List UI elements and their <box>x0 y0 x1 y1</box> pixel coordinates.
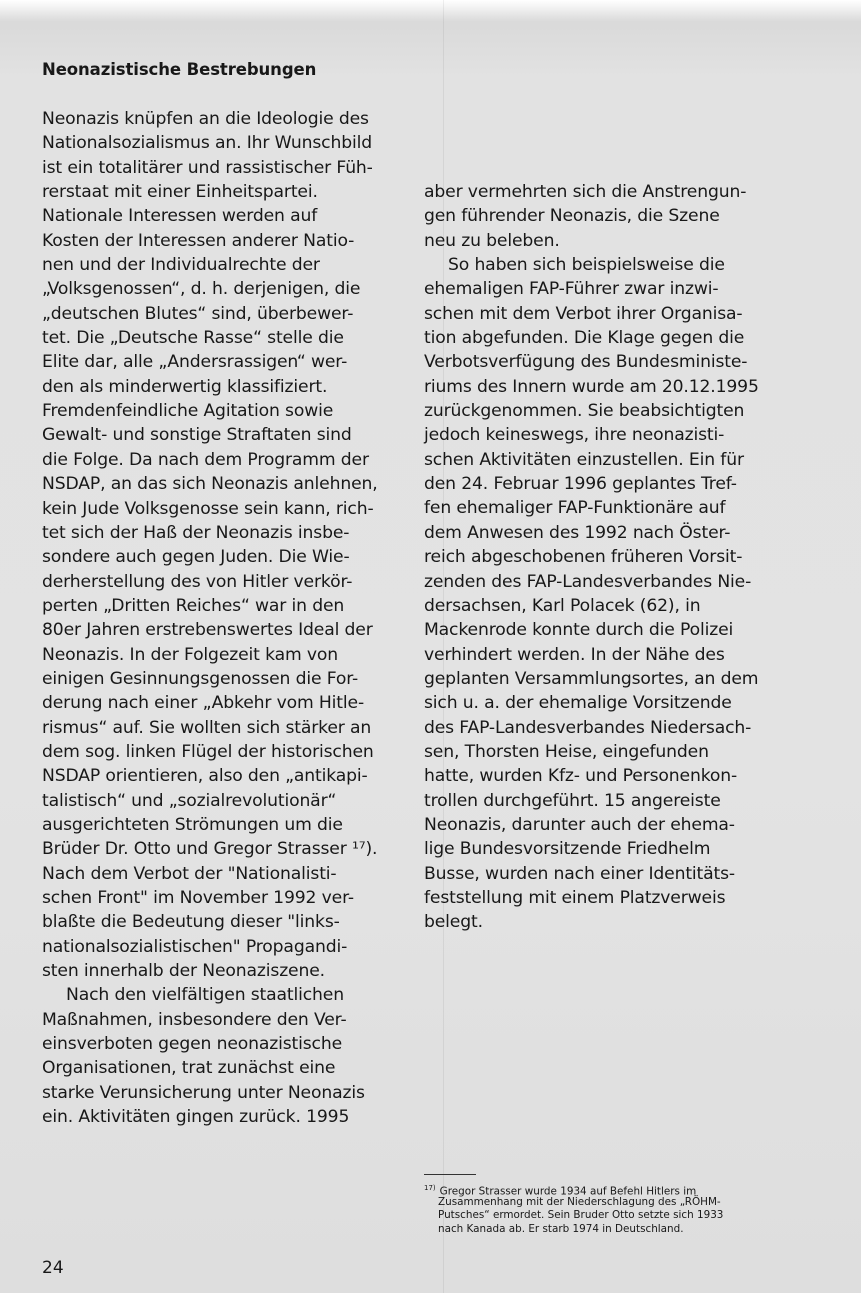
text-line: verhindert werden. In der Nähe des <box>424 644 725 665</box>
text-line: Busse, wurden nach einer Identitäts- <box>424 863 735 884</box>
text-line: nationalsozialistischen" Propagandi- <box>42 936 348 957</box>
text-line: sen, Thorsten Heise, eingefunden <box>424 741 709 762</box>
footnote-rule <box>424 1174 476 1175</box>
text-line: Neonazis, darunter auch der ehema- <box>424 814 735 835</box>
left-text-column <box>42 107 392 1129</box>
text-line: derherstellung des von Hitler verkör- <box>42 571 353 592</box>
text-line: einsverboten gegen neonazistische <box>42 1034 343 1055</box>
text-line: geplanten Versammlungsortes, an dem <box>424 668 759 689</box>
text-line: Nationale Interessen werden auf <box>42 206 318 227</box>
footnote-marker: 17) <box>424 1184 436 1192</box>
page-number: 24 <box>42 1258 64 1278</box>
text-line: rerstaat mit einer Einheitspartei. <box>42 182 318 203</box>
text-line: sich u. a. der ehemalige Vorsitzende <box>424 693 732 714</box>
text-line: jedoch keineswegs, ihre neonazisti- <box>424 425 725 446</box>
text-line: ausgerichteten Strömungen um die <box>42 814 343 835</box>
text-line: ein. Aktivitäten gingen zurück. 1995 <box>42 1107 350 1128</box>
text-line: schen mit dem Verbot ihrer Organisa- <box>424 303 743 324</box>
text-line: den 24. Februar 1996 geplantes Tref- <box>424 474 737 495</box>
text-line: sten innerhalb der Neonaziszene. <box>42 961 325 982</box>
footnote <box>424 1182 784 1236</box>
text-line: schen Aktivitäten einzustellen. Ein für <box>424 449 744 470</box>
text-line: 80er Jahren erstrebenswertes Ideal der <box>42 620 373 641</box>
text-line: dersachsen, Karl Polacek (62), in <box>424 595 701 616</box>
text-line: Neonazis. In der Folgezeit kam von <box>42 644 338 665</box>
text-line: starke Verunsicherung unter Neonazis <box>42 1082 365 1103</box>
text-line: reich abgeschobenen früheren Vorsit- <box>424 547 743 568</box>
text-line: perten „Dritten Reiches“ war in den <box>42 595 345 616</box>
text-line: den als minderwertig klassifiziert. <box>42 376 328 397</box>
text-line: feststellung mit einem Platzverweis <box>424 887 726 908</box>
text-line: Kosten der Interessen anderer Natio- <box>42 230 355 251</box>
right-text-column <box>424 180 774 935</box>
text-line: die Folge. Da nach dem Programm der <box>42 449 369 470</box>
text-line: hatte, wurden Kfz- und Personenkon- <box>424 766 738 787</box>
text-line: dem sog. linken Flügel der historischen <box>42 741 374 762</box>
text-line: So haben sich beispielsweise die <box>448 255 725 276</box>
text-line: Organisationen, trat zunächst eine <box>42 1058 336 1079</box>
text-line: dem Anwesen des 1992 nach Öster- <box>424 522 731 543</box>
text-line: „Volksgenossen“, d. h. derjenigen, die <box>42 279 361 300</box>
text-line: talistisch“ und „sozialrevolutionär“ <box>42 790 337 811</box>
text-line: Mackenrode konnte durch die Polizei <box>424 620 734 641</box>
text-line: Verbotsverfügung des Bundesministe- <box>424 352 748 373</box>
text-line: Nationalsozialismus an. Ihr Wunschbild <box>42 133 372 154</box>
text-line: einigen Gesinnungsgenossen die For- <box>42 668 359 689</box>
text-line: fen ehemaliger FAP-Funktionäre auf <box>424 498 726 519</box>
footnote-line: Putsches“ ermordet. Sein Bruder Otto setzte sich 1933 <box>438 1209 724 1222</box>
text-line: des FAP-Landesverbandes Niedersach- <box>424 717 752 738</box>
footnote-line <box>424 1182 784 1196</box>
footnote-line: nach Kanada ab. Er starb 1974 in Deutschland. <box>438 1222 684 1235</box>
text-line: schen Front" im November 1992 ver- <box>42 888 354 908</box>
text-line: kein Jude Volksgenosse sein kann, rich- <box>42 498 374 519</box>
text-line: Maßnahmen, insbesondere den Ver- <box>42 1009 347 1030</box>
footnote-line: Zusammenhang mit der Niederschlagung des „RÖHM- <box>438 1195 721 1208</box>
text-line: nen und der Individualrechte der <box>42 255 320 276</box>
text-line: NSDAP orientieren, also den „antikapi- <box>42 766 368 787</box>
text-line: ist ein totalitärer und rassistischer Füh- <box>42 157 373 178</box>
text-line: Gewalt- und sonstige Straftaten sind <box>42 425 352 446</box>
text-line: belegt. <box>424 912 483 933</box>
text-line: riums des Innern wurde am 20.12.1995 <box>424 376 759 397</box>
text-line: gen führender Neonazis, die Szene <box>424 206 720 227</box>
scan-top-edge <box>0 0 861 22</box>
text-line: Nach dem Verbot der "Nationalisti- <box>42 863 337 884</box>
text-line: tet. Die „Deutsche Rasse“ stelle die <box>42 328 344 349</box>
text-line: ehemaligen FAP-Führer zwar inzwi- <box>424 279 719 300</box>
text-line: rismus“ auf. Sie wollten sich stärker an <box>42 717 372 738</box>
text-line: zenden des FAP-Landesverbandes Nie- <box>424 571 752 592</box>
text-line: tion abgefunden. Die Klage gegen die <box>424 328 745 349</box>
text-line: derung nach einer „Abkehr vom Hitle- <box>42 693 365 714</box>
text-line: Fremdenfeindliche Agitation sowie <box>42 401 334 422</box>
text-line: Brüder Dr. Otto und Gregor Strasser ¹⁷). <box>42 839 378 860</box>
text-line: Elite dar, alle „Andersrassigen“ wer- <box>42 352 348 373</box>
text-line: Neonazis knüpfen an die Ideologie des <box>42 109 369 129</box>
text-line: lige Bundesvorsitzende Friedhelm <box>424 839 711 860</box>
text-line: aber vermehrten sich die Anstrengun- <box>424 182 747 202</box>
text-line: NSDAP, an das sich Neonazis anlehnen, <box>42 474 378 495</box>
footnote-text: Gregor Strasser wurde 1934 auf Befehl Hitlers im <box>439 1185 697 1198</box>
text-line: Nach den vielfältigen staatlichen <box>66 985 344 1006</box>
text-line: neu zu beleben. <box>424 230 560 251</box>
text-line: tet sich der Haß der Neonazis insbe- <box>42 522 350 543</box>
text-line: „deutschen Blutes“ sind, überbewer- <box>42 303 354 324</box>
text-line: sondere auch gegen Juden. Die Wie- <box>42 547 350 568</box>
text-line: blaßte die Bedeutung dieser "links- <box>42 912 340 933</box>
text-line: trollen durchgeführt. 15 angereiste <box>424 790 721 811</box>
text-line: zurückgenommen. Sie beabsichtigten <box>424 401 745 422</box>
section-heading: Neonazistische Bestrebungen <box>42 60 317 79</box>
